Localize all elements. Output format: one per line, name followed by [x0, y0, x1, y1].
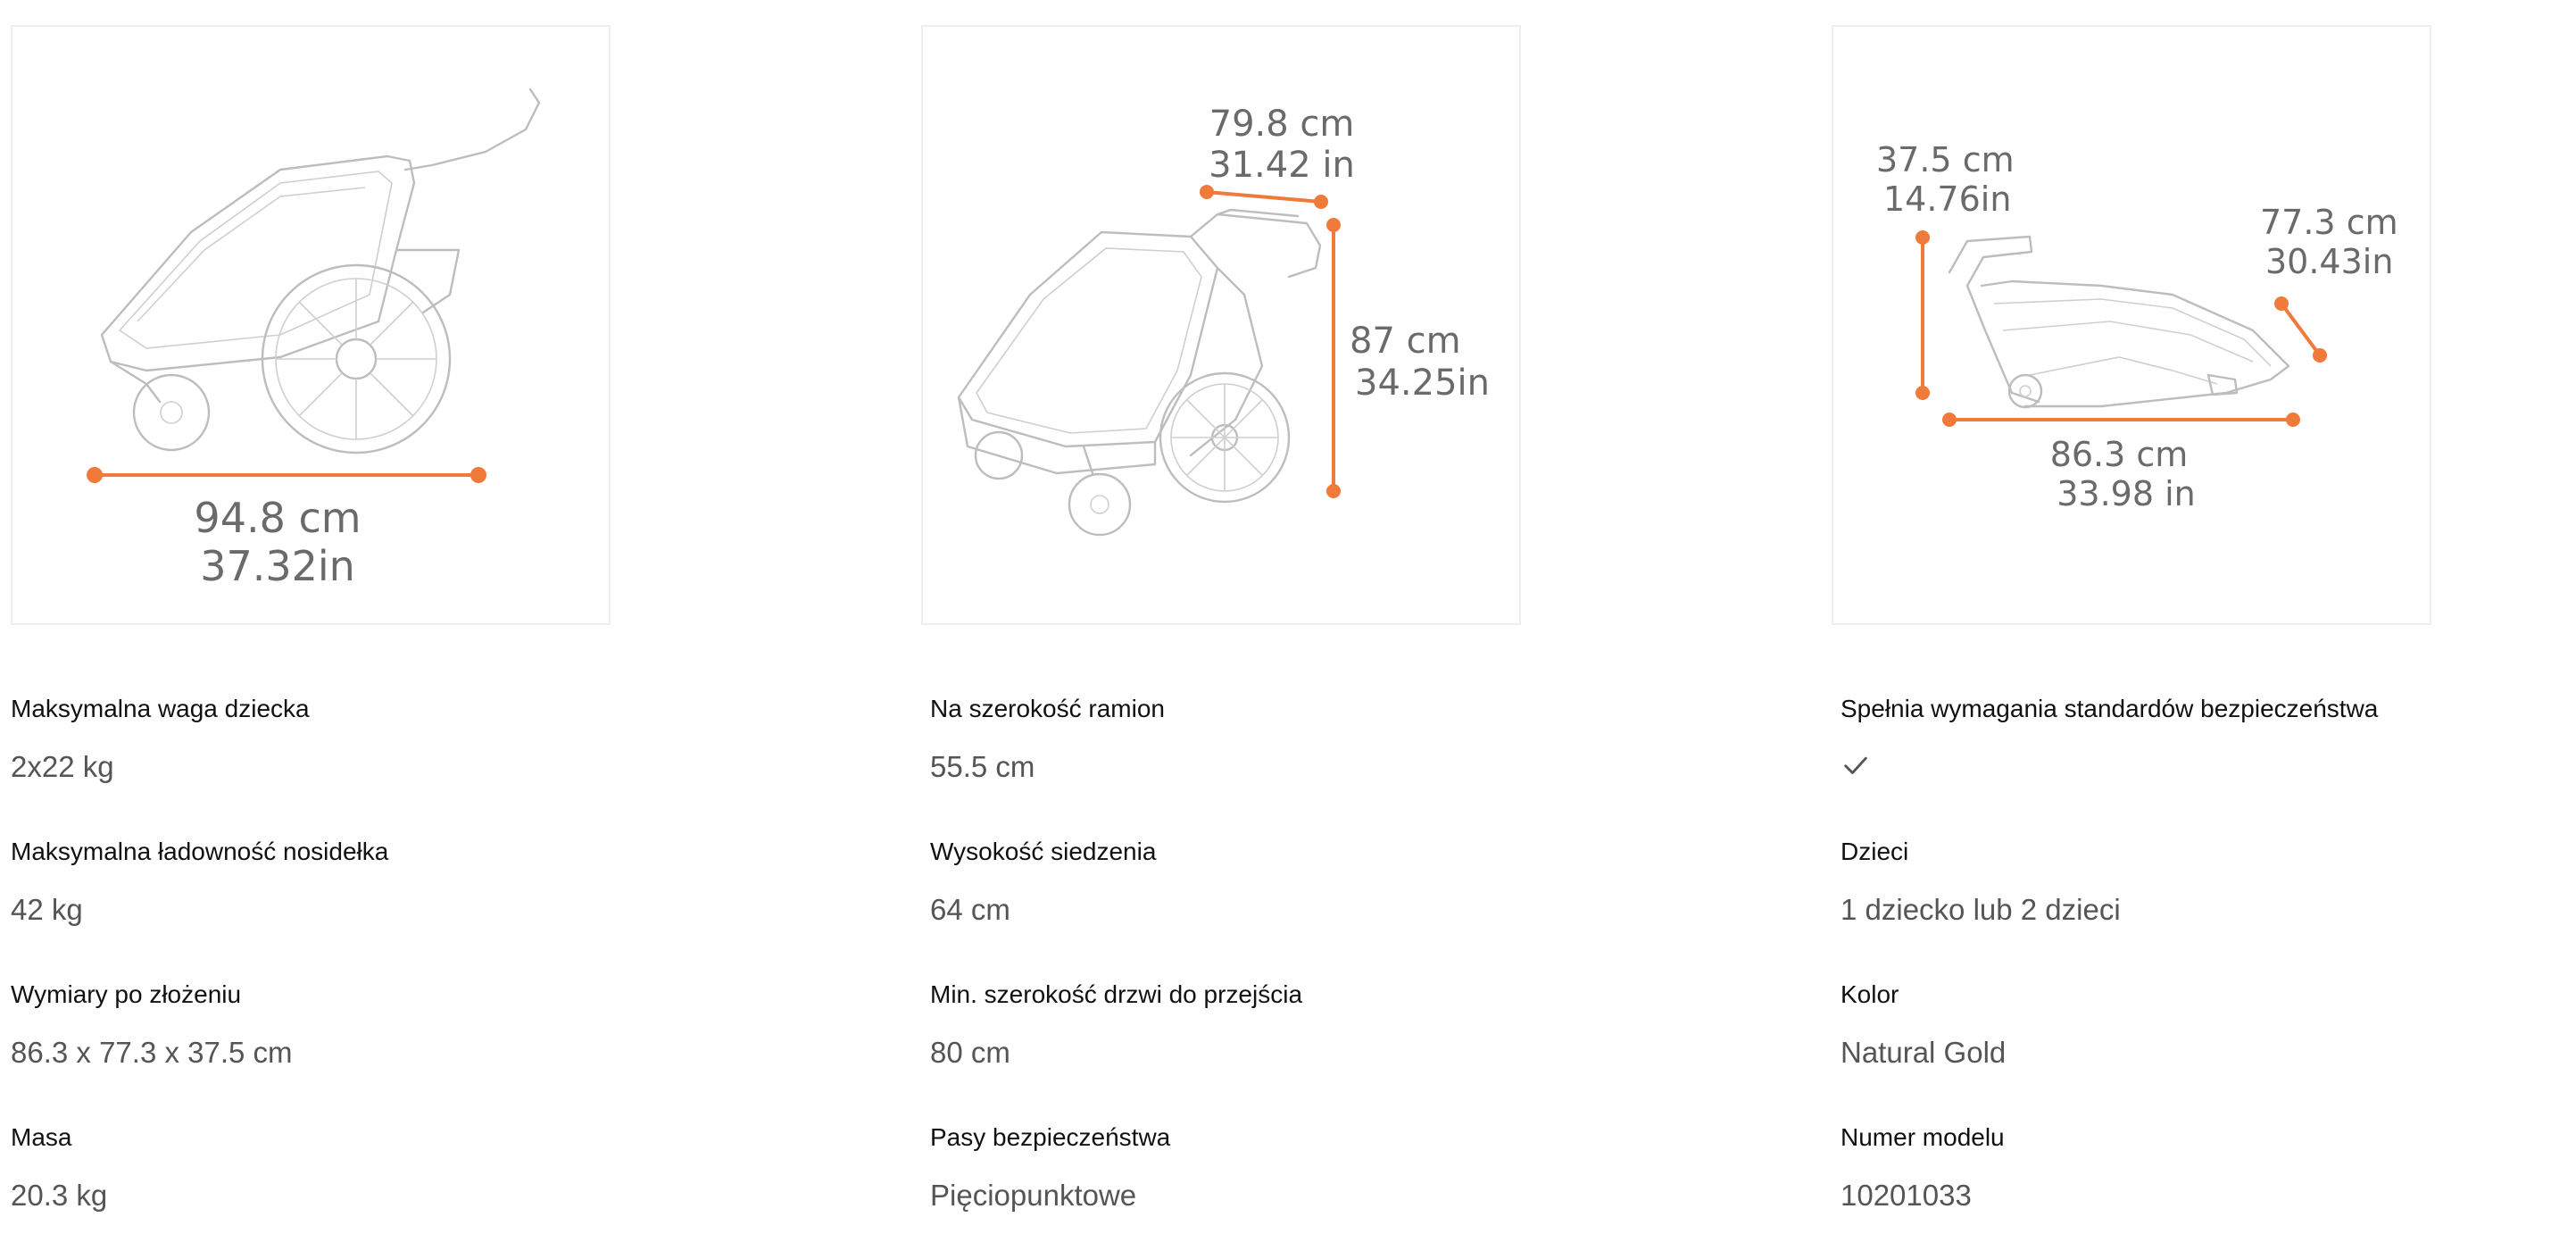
stroller-side-view-illustration: [12, 27, 609, 623]
spec-label: Min. szerokość drzwi do przejścia: [930, 980, 1303, 1008]
spec-label: Pasy bezpieczeństwa: [930, 1123, 1171, 1151]
spec-label: Kolor: [1841, 980, 1899, 1008]
folded-height-cm: 37.5 cm: [1876, 140, 2015, 179]
spec-label: Maksymalna waga dziecka: [11, 695, 310, 722]
folded-width-in: 30.43in: [2265, 242, 2394, 281]
spec-value: 20.3 kg: [11, 1179, 108, 1212]
spec-label: Dzieci: [1841, 838, 1909, 865]
front-height-cm: 87 cm: [1350, 321, 1461, 362]
spec-item: [921, 688, 1724, 830]
spec-value: Natural Gold: [1841, 1036, 2007, 1069]
spec-item: [11, 830, 814, 973]
spec-value: 55.5 cm: [930, 750, 1035, 783]
spec-value: 64 cm: [930, 893, 1010, 926]
spec-label: Wymiary po złożeniu: [11, 980, 242, 1008]
spec-list-2: [921, 688, 1724, 1259]
front-view-figure: [921, 25, 1521, 625]
spec-label: Numer modelu: [1841, 1123, 2005, 1151]
spec-item: [1832, 973, 2576, 1116]
spec-item: [921, 973, 1724, 1116]
spec-label: Na szerokość ramion: [930, 695, 1165, 722]
spec-value: 42 kg: [11, 893, 83, 926]
folded-view-figure: [1832, 25, 2431, 625]
stroller-front-view-illustration: [923, 27, 1519, 623]
spec-value: 80 cm: [930, 1036, 1010, 1069]
folded-length-cm: 86.3 cm: [2049, 435, 2189, 474]
folded-width-cm: 77.3 cm: [2260, 203, 2398, 242]
spec-item: [11, 688, 814, 830]
side-view-figure: [11, 25, 611, 625]
spec-item: [1832, 1116, 2576, 1259]
spec-item: [921, 1116, 1724, 1259]
spec-value: 86.3 x 77.3 x 37.5 cm: [11, 1036, 293, 1069]
spec-item: [11, 1116, 814, 1259]
spec-value: Pięciopunktowe: [930, 1179, 1137, 1212]
spec-item: [1832, 688, 2576, 830]
spec-item: [921, 830, 1724, 973]
spec-label: Wysokość siedzenia: [930, 838, 1157, 865]
front-width-in: 31.42 in: [1209, 145, 1355, 186]
spec-value: 2x22 kg: [11, 750, 114, 783]
front-width-cm: 79.8 cm: [1209, 104, 1355, 145]
spec-label: Masa: [11, 1123, 72, 1151]
spec-value: 1 dziecko lub 2 dzieci: [1841, 893, 2121, 926]
side-length-in: 37.32in: [200, 542, 355, 590]
front-height-in: 34.25in: [1355, 363, 1490, 404]
stroller-folded-view-illustration: [1833, 27, 2430, 623]
check-icon: [1841, 750, 1871, 780]
spec-list-1: [11, 688, 814, 1259]
folded-length-in: 33.98 in: [2057, 474, 2196, 513]
spec-list-3: [1832, 688, 2576, 1259]
spec-value: 10201033: [1841, 1179, 1972, 1212]
spec-label: Spełnia wymagania standardów bezpieczeństwa: [1841, 695, 2379, 722]
spec-item: [11, 973, 814, 1116]
spec-item: [1832, 830, 2576, 973]
side-length-cm: 94.8 cm: [194, 494, 361, 542]
spec-label: Maksymalna ładowność nosidełka: [11, 838, 389, 865]
folded-height-in: 14.76in: [1883, 179, 2012, 219]
